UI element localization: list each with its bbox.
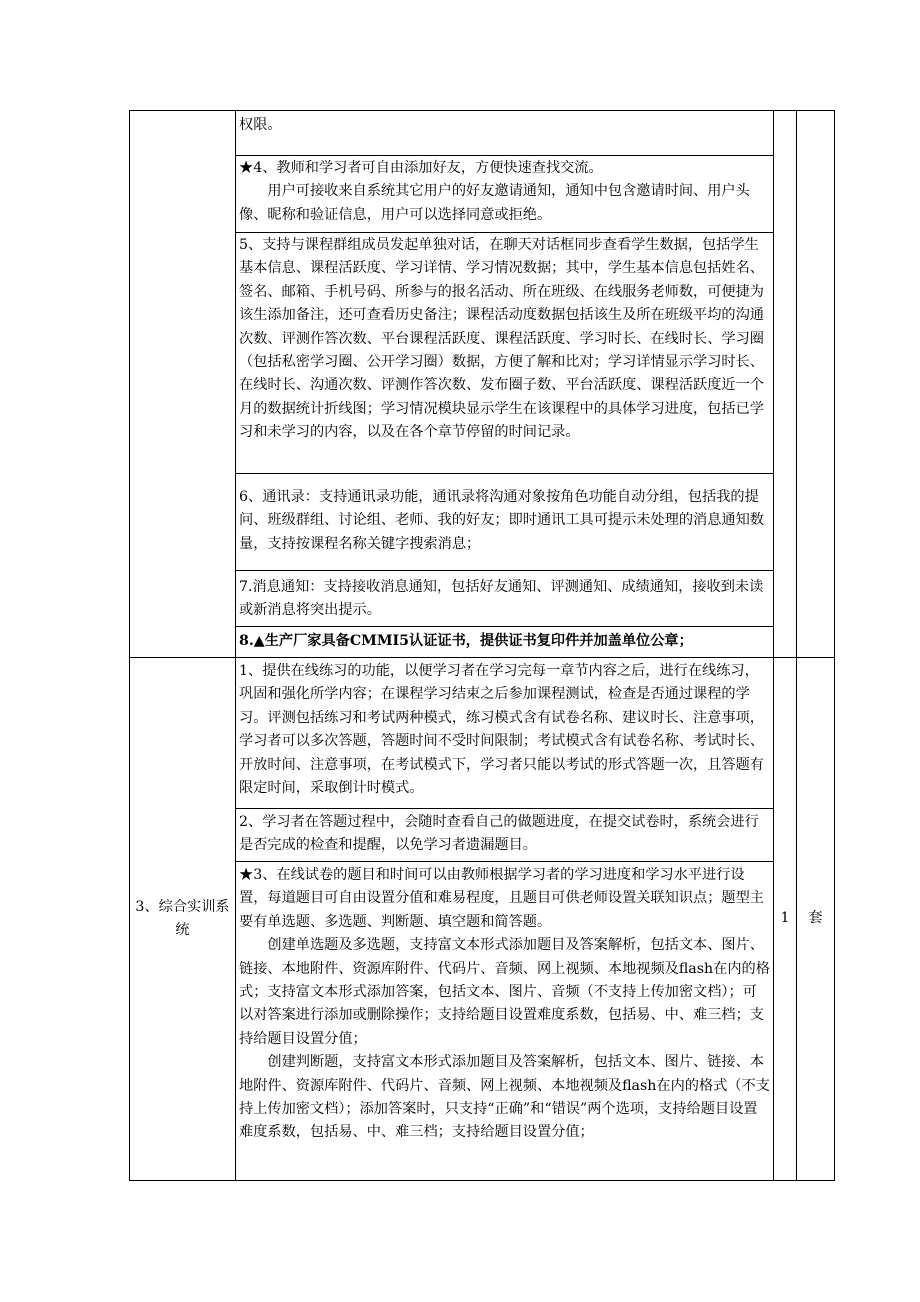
cell-text: 1、提供在线练习的功能，以便学习者在学习完每一章节内容之后，进行在线练习，巩固和强化所学内容；在课程学习结束之后参加课程测试，检查是否通过课程的学习。评测包括练习和考试两种模式，练习模式含有试卷名称、建议时长、注意事项，学习者可以多次答题，答题时间不受时间限制；考试模式含有试卷名称、考试时长、开放时间、注意事项，在考试模式下，学习者只能以考试的形式答题一次，且答题有限定时间，采取倒计时模式。: [239, 663, 764, 797]
row-divider: [235, 570, 774, 571]
cell-text: ★4、教师和学习者可自由添加好友，方便快速查找交流。: [239, 160, 603, 176]
row-divider: [235, 626, 774, 627]
unit-cell: [797, 658, 834, 1180]
row-divider: [235, 155, 774, 156]
cell-text: 8.▲生产厂家具备CMMI5认证证书，提供证书复印件并加盖单位公章；: [239, 633, 693, 649]
table-cell: [236, 576, 773, 623]
table-cell: [236, 157, 773, 227]
cell-text: 用户可接收来自系统其它用户的好友邀请通知，通知中包含邀请时间、用户头像、昵称和验证信息，用户可以选择同意或拒绝。: [239, 183, 750, 223]
table-cell: [236, 660, 773, 800]
cell-text: 创建判断题，支持富文本形式添加题目及答案解析，包括文本、图片、链接、本地附件、资源库附件、代码片、音频、网上视频、本地视频及flash在内的格式（不支持上传加密文档）；添加答案时，只支持“正确”和“错误”两个选项，支持给题目设置难度系数，包括易、中、难三档；支持给题目设置分值；: [239, 1054, 770, 1141]
table-cell: [236, 630, 773, 653]
row-divider: [235, 232, 774, 233]
table-cell: [236, 864, 773, 1145]
cell-text: 权限。: [239, 117, 282, 133]
cell-text: ★3、在线试卷的题目和时间可以由教师根据学习者的学习进度和学习水平进行设置，每道题目可自由设置分值和难易程度，且题目可供老师设置关联知识点；题型主要有单选题、多选题、判断题、填空题和简答题。: [239, 867, 764, 930]
row-divider: [235, 861, 774, 862]
quantity-cell: [774, 658, 796, 1180]
cell-text: 6、通讯录：支持通讯录功能，通讯录将沟通对象按角色功能自动分组，包括我的提问、班级群组、讨论组、老师、我的好友；即时通讯工具可提示未处理的消息通知数量，支持按课程名称关键字搜索消息；: [239, 489, 764, 552]
cell-text: 5、支持与课程群组成员发起单独对话，在聊天对话框同步查看学生数据，包括学生基本信息、课程活跃度、学习详情、学习情况数据；其中，学生基本信息包括姓名、签名、邮箱、手机号码、所参与的报名活动、所在班级、在线服务老师数，可便捷为该生添加备注，还可查看历史备注；课程活动度数据包括该生及所在班级平均的沟通次数、评测作答次数、平台课程活跃度、课程活跃度、学习时长、在线时长、学习圈（包括私密学习圈、公开学习圈）数据，方便了解和比对；学习详情显示学习时长、在线时长、沟通次数、评测作答次数、发布圈子数、平台活跃度、课程活跃度近一个月的数据统计折线图；学习情况模块显示学生在该课程中的具体学习进度，包括已学习和未学习的内容，以及在各个章节停留的时间记录。: [239, 237, 764, 441]
item-name-cell: [130, 658, 235, 1180]
item-name: 3、综合实训系统: [135, 898, 230, 938]
cell-text: 创建单选题及多选题，支持富文本形式添加题目及答案解析，包括文本、图片、链接、本地附件、资源库附件、代码片、音频、网上视频、本地视频及flash在内的格式；支持富文本形式添加答案，包括文本、图片、音频（不支持上传加密文档）；可以对答案进行添加或删除操作；支持给题目设置难度系数，包括易、中、难三档；支持给题目设置分值；: [239, 937, 770, 1047]
quantity: 1: [780, 910, 790, 927]
table-right-border: [834, 110, 835, 1181]
table-cell: [236, 811, 773, 858]
table-cell: [236, 114, 773, 137]
unit: 套: [808, 910, 823, 927]
row-divider: [235, 808, 774, 809]
cell-text: 7.消息通知：支持接收消息通知，包括好友通知、评测通知、成绩通知，接收到未读或新消息将突出提示。: [239, 579, 764, 619]
cell-text: 2、学习者在答题过程中，会随时查看自己的做题进度，在提交试卷时，系统会进行是否完成的检查和提醒，以免学习者遗漏题目。: [239, 814, 759, 854]
table-cell: [236, 234, 773, 445]
table-cell: [236, 486, 773, 556]
row-divider: [235, 473, 774, 474]
